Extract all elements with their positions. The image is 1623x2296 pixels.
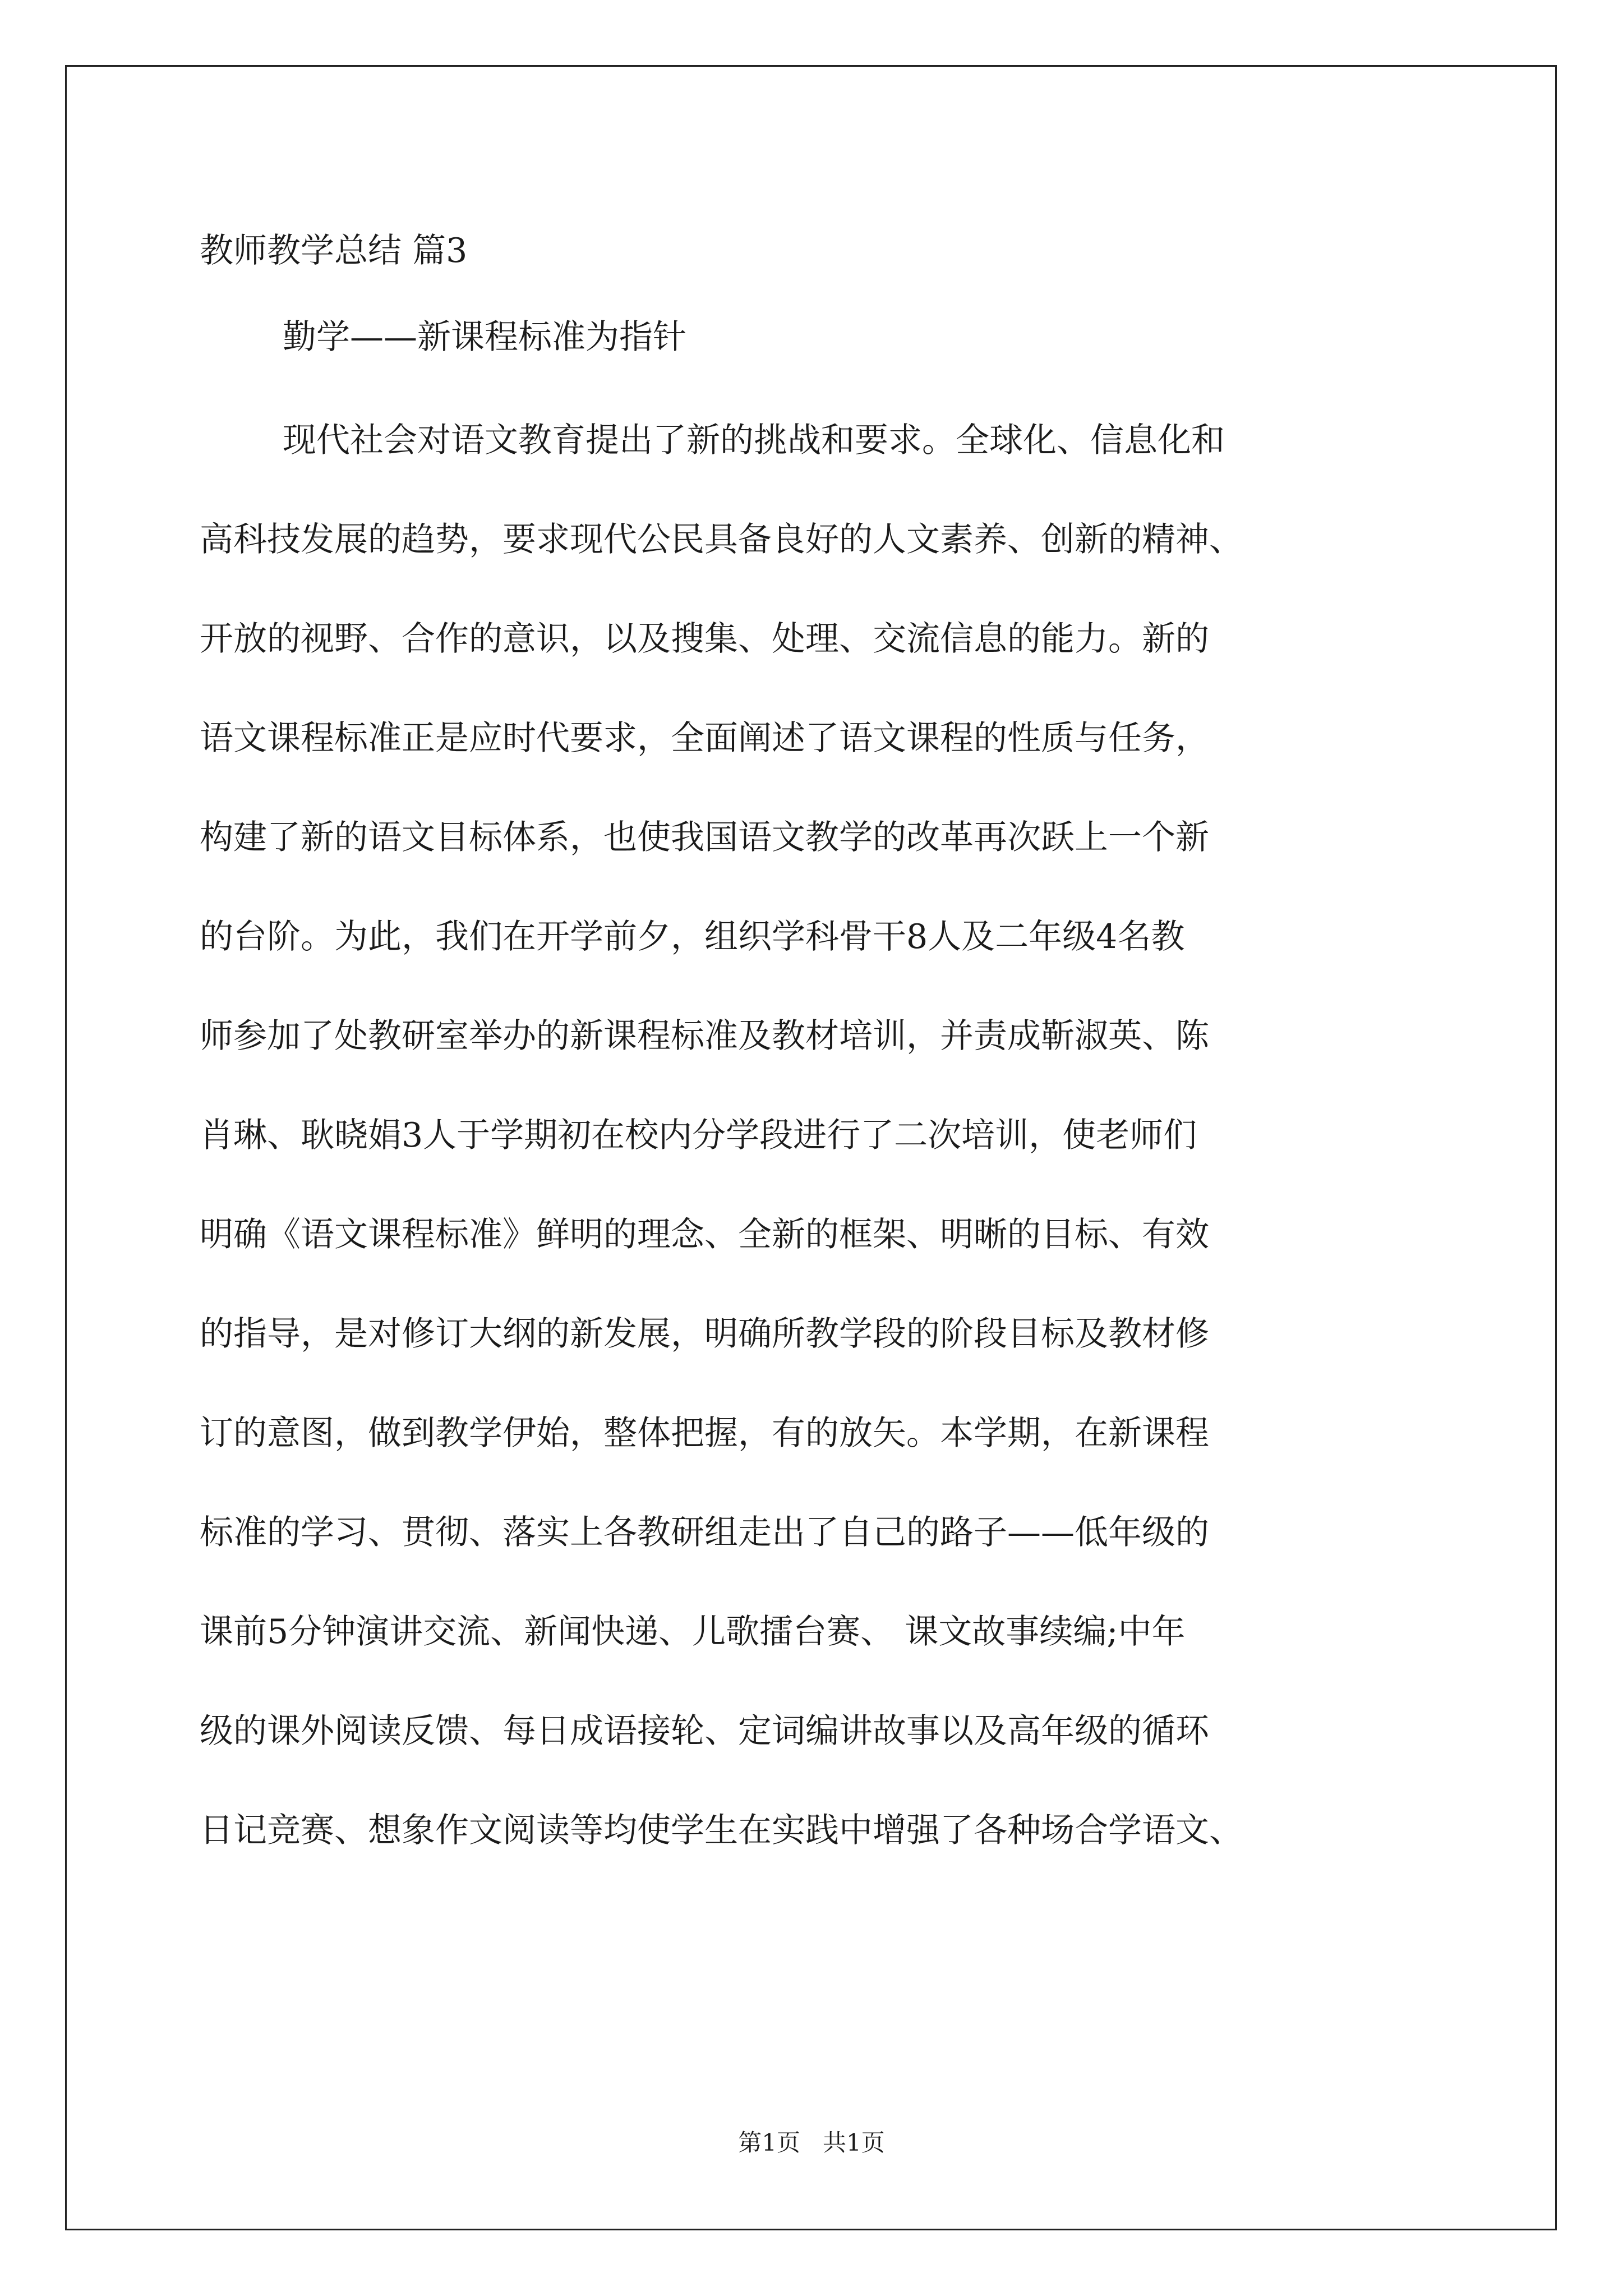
paragraph-line: 现代社会对语文教育提出了新的挑战和要求。全球化、信息化和	[283, 421, 1225, 460]
paragraph-line: 标准的学习、贯彻、落实上各教研组走出了自己的路子——低年级的	[200, 1513, 1209, 1552]
paragraph-line: 肖琳、耿晓娟3人于学期初在校内分学段进行了二次培训，使老师们	[200, 1116, 1197, 1155]
document-subtitle: 勤学——新课程标准为指针	[283, 318, 686, 357]
paragraph-line: 明确《语文课程标准》鲜明的理念、全新的框架、明晰的目标、有效	[200, 1215, 1209, 1254]
paragraph-line: 日记竞赛、想象作文阅读等均使学生在实践中增强了各种场合学语文、	[200, 1811, 1243, 1850]
paragraph-line: 构建了新的语文目标体系，也使我国语文教学的改革再次跃上一个新	[200, 818, 1209, 857]
document-body	[200, 224, 1433, 1903]
paragraph-line: 的台阶。为此，我们在开学前夕，组织学科骨干8人及二年级4名教	[200, 917, 1185, 956]
page-footer: 第1页 共1页	[738, 2129, 885, 2156]
document-title: 教师教学总结 篇3	[200, 231, 468, 270]
paragraph-line: 的指导，是对修订大纲的新发展，明确所教学段的阶段目标及教材修	[200, 1314, 1209, 1354]
paragraph-line: 订的意图，做到教学伊始，整体把握，有的放矢。本学期，在新课程	[200, 1414, 1209, 1453]
paragraph	[200, 414, 1433, 1857]
paragraph-line: 师参加了处教研室举办的新课程标准及教材培训，并责成靳淑英、陈	[200, 1016, 1209, 1056]
paragraph-line: 语文课程标准正是应时代要求，全面阐述了语文课程的性质与任务，	[200, 719, 1209, 758]
paragraph-line: 开放的视野、合作的意识，以及搜集、处理、交流信息的能力。新的	[200, 619, 1209, 659]
paragraph-line: 课前5分钟演讲交流、新闻快递、儿歌擂台赛、 课文故事续编;中年	[200, 1612, 1186, 1651]
paragraph-line: 高科技发展的趋势，要求现代公民具备良好的人文素养、创新的精神、	[200, 520, 1243, 559]
paragraph-line: 级的课外阅读反馈、每日成语接轮、定词编讲故事以及高年级的循环	[200, 1711, 1209, 1751]
